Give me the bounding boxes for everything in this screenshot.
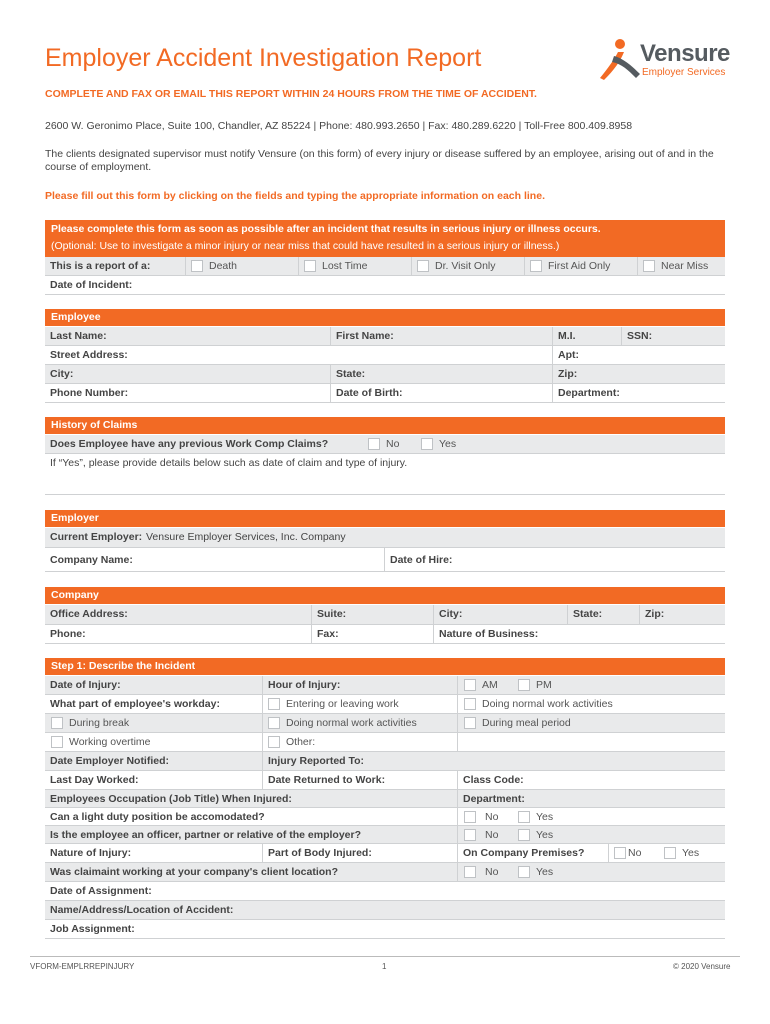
checkbox-first-aid[interactable] — [530, 260, 542, 272]
option-first-aid: First Aid Only — [548, 260, 611, 272]
option-entering-leaving: Entering or leaving work — [286, 698, 399, 710]
apt-label: Apt: — [558, 349, 579, 361]
ssn-label: SSN: — [627, 330, 653, 342]
workday-row-3 — [45, 733, 725, 752]
last-day-row[interactable] — [45, 771, 725, 790]
checkbox-overtime[interactable] — [51, 736, 63, 748]
employee-street-row[interactable] — [45, 346, 725, 365]
notified-row[interactable] — [45, 752, 725, 771]
suite-label: Suite: — [317, 608, 347, 620]
claims-question-row — [45, 435, 725, 454]
checkbox-near-miss[interactable] — [643, 260, 655, 272]
deadline-notice: COMPLETE AND FAX OR EMAIL THIS REPORT WITHIN 24 HOURS FROM THE TIME OF ACCIDENT. — [45, 88, 537, 100]
last-day-label: Last Day Worked: — [50, 774, 139, 786]
option-meal-period: During meal period — [482, 717, 571, 729]
client-no-label: No — [485, 866, 499, 878]
workday-question: What part of employee's workday: — [50, 698, 220, 710]
checkbox-entering-leaving[interactable] — [268, 698, 280, 710]
employee-phone-row[interactable] — [45, 384, 725, 403]
occupation-label: Employees Occupation (Job Title) When Injured: — [50, 793, 292, 805]
accident-location-row[interactable] — [45, 901, 725, 920]
checkbox-light-duty-yes[interactable] — [518, 811, 530, 823]
page-title: Employer Accident Investigation Report — [45, 44, 482, 72]
premises-question: On Company Premises? — [463, 847, 585, 859]
premises-yes-label: Yes — [682, 847, 700, 859]
checkbox-officer-yes[interactable] — [518, 829, 530, 841]
contact-address: 2600 W. Geronimo Place, Suite 100, Chandler, AZ 85224 | Phone: 480.993.2650 | Fax: 480.289.6220 | Toll-Free 800.409.8958 — [45, 120, 633, 132]
vensure-logo-icon — [596, 38, 642, 82]
employee-name-row[interactable] — [45, 327, 725, 346]
incident-section-header: Step 1: Describe the Incident — [45, 658, 725, 675]
date-of-incident-label: Date of Incident: — [50, 279, 133, 291]
option-overtime: Working overtime — [69, 736, 151, 748]
logo-subtitle: Employer Services — [642, 67, 726, 78]
checkbox-client-no[interactable] — [464, 866, 476, 878]
company-phone-row[interactable] — [45, 625, 725, 644]
injury-date-row[interactable] — [45, 676, 725, 695]
option-lost-time: Lost Time — [322, 260, 368, 272]
assignment-date-row[interactable] — [45, 882, 725, 901]
officer-question: Is the employee an officer, partner or relative of the employer? — [50, 829, 362, 841]
zip-label: Zip: — [558, 368, 578, 380]
checkbox-dr-visit[interactable] — [417, 260, 429, 272]
incident-department-label: Department: — [463, 793, 525, 805]
hour-of-injury-label: Hour of Injury: — [268, 679, 341, 691]
logo-wordmark: Vensure — [640, 40, 730, 67]
nature-row[interactable] — [45, 844, 725, 863]
checkbox-other[interactable] — [268, 736, 280, 748]
officer-no-label: No — [485, 829, 499, 841]
mi-label: M.I. — [558, 330, 576, 342]
page-number: 1 — [382, 962, 387, 971]
company-state-label: State: — [573, 608, 603, 620]
office-address-label: Office Address: — [50, 608, 128, 620]
pm-label: PM — [536, 679, 552, 691]
officer-row — [45, 826, 725, 844]
job-assignment-label: Job Assignment: — [50, 923, 135, 935]
option-normal-work-2: Doing normal work activities — [286, 717, 417, 729]
report-type-row — [45, 257, 725, 276]
company-name-row[interactable] — [45, 548, 725, 572]
company-fax-label: Fax: — [317, 628, 339, 640]
date-of-injury-label: Date of Injury: — [50, 679, 121, 691]
job-assignment-row[interactable] — [45, 920, 725, 939]
nature-of-injury-label: Nature of Injury: — [50, 847, 132, 859]
checkbox-meal-period[interactable] — [464, 717, 476, 729]
current-employer-value: Vensure Employer Services, Inc. Company — [146, 531, 346, 543]
checkbox-death[interactable] — [191, 260, 203, 272]
company-zip-label: Zip: — [645, 608, 665, 620]
checkbox-normal-work-2[interactable] — [268, 717, 280, 729]
checkbox-client-yes[interactable] — [518, 866, 530, 878]
current-employer-label: Current Employer: — [50, 531, 143, 543]
employee-section-header: Employee — [45, 309, 725, 326]
workday-row-1 — [45, 695, 725, 714]
employer-section-header: Employer — [45, 510, 725, 527]
body-part-label: Part of Body Injured: — [268, 847, 372, 859]
claims-yes-label: Yes — [439, 438, 457, 450]
employee-city-row[interactable] — [45, 365, 725, 384]
date-notified-label: Date Employer Notified: — [50, 755, 170, 767]
form-id: VFORM-EMPLRREPINJURY — [30, 962, 135, 971]
accident-location-label: Name/Address/Location of Accident: — [50, 904, 234, 916]
checkbox-claims-no[interactable] — [368, 438, 380, 450]
company-name-label: Company Name: — [50, 554, 133, 566]
workday-row-2 — [45, 714, 725, 733]
company-city-label: City: — [439, 608, 463, 620]
option-other: Other: — [286, 736, 316, 748]
light-duty-yes-label: Yes — [536, 811, 554, 823]
am-label: AM — [482, 679, 498, 691]
last-name-label: Last Name: — [50, 330, 107, 342]
checkbox-normal-work[interactable] — [464, 698, 476, 710]
copyright: © 2020 Vensure — [673, 962, 731, 971]
checkbox-pm[interactable] — [518, 679, 530, 691]
department-label: Department: — [558, 387, 620, 399]
checkbox-claims-yes[interactable] — [421, 438, 433, 450]
date-returned-label: Date Returned to Work: — [268, 774, 386, 786]
intro-banner-text: Please complete this form as soon as possible after an incident that results in serious injury or illness occurs. — [51, 223, 601, 235]
light-duty-row — [45, 808, 725, 826]
client-location-row — [45, 863, 725, 882]
checkbox-lost-time[interactable] — [304, 260, 316, 272]
state-label: State: — [336, 368, 366, 380]
date-assignment-label: Date of Assignment: — [50, 885, 152, 897]
claims-details-text: If “Yes”, please provide details below such as date of claim and type of injury. — [50, 457, 408, 469]
officer-yes-label: Yes — [536, 829, 554, 841]
phone-label: Phone Number: — [50, 387, 129, 399]
dob-label: Date of Birth: — [336, 387, 403, 399]
checkbox-light-duty-no[interactable] — [464, 811, 476, 823]
option-death: Death — [209, 260, 238, 272]
client-yes-label: Yes — [536, 866, 554, 878]
intro-banner-note: (Optional: Use to investigate a minor injury or near miss that could have resulted in a serious injury or illness.) — [51, 240, 560, 252]
company-section-header: Company — [45, 587, 725, 604]
nature-of-business-label: Nature of Business: — [439, 628, 539, 640]
client-location-question: Was claimaint working at your company's client location? — [50, 866, 339, 878]
intro-banner — [45, 220, 725, 257]
company-phone-label: Phone: — [50, 628, 86, 640]
claims-section-header: History of Claims — [45, 417, 725, 434]
option-normal-work: Doing normal work activities — [482, 698, 613, 710]
claims-question: Does Employee have any previous Work Comp Claims? — [50, 438, 329, 450]
checkbox-premises-no[interactable] — [614, 847, 626, 859]
occupation-row[interactable] — [45, 790, 725, 808]
option-during-break: During break — [69, 717, 130, 729]
light-duty-question: Can a light duty position be accomodated? — [50, 811, 265, 823]
claims-no-label: No — [386, 438, 400, 450]
class-code-label: Class Code: — [463, 774, 524, 786]
premises-no-label: No — [628, 847, 642, 859]
checkbox-officer-no[interactable] — [464, 829, 476, 841]
supervisor-notice: The clients designated supervisor must notify Vensure (on this form) of every injury or disease suffered by an employee, arising out of and in the course of employment. — [45, 148, 714, 173]
company-address-row[interactable] — [45, 605, 725, 625]
date-of-hire-label: Date of Hire: — [390, 554, 453, 566]
fill-instruction: Please fill out this form by clicking on the fields and typing the appropriate information on each line. — [45, 190, 545, 202]
checkbox-premises-yes[interactable] — [664, 847, 676, 859]
option-dr-visit: Dr. Visit Only — [435, 260, 496, 272]
option-near-miss: Near Miss — [661, 260, 709, 272]
injury-reported-label: Injury Reported To: — [268, 755, 365, 767]
current-employer-row — [45, 528, 725, 548]
city-label: City: — [50, 368, 74, 380]
report-of-label: This is a report of a: — [50, 260, 151, 272]
vensure-logo — [596, 36, 731, 84]
claims-details-field[interactable] — [45, 454, 725, 495]
street-label: Street Address: — [50, 349, 128, 361]
checkbox-am[interactable] — [464, 679, 476, 691]
light-duty-no-label: No — [485, 811, 499, 823]
footer-divider — [30, 956, 740, 957]
first-name-label: First Name: — [336, 330, 394, 342]
checkbox-during-break[interactable] — [51, 717, 63, 729]
date-of-incident-row[interactable] — [45, 276, 725, 295]
